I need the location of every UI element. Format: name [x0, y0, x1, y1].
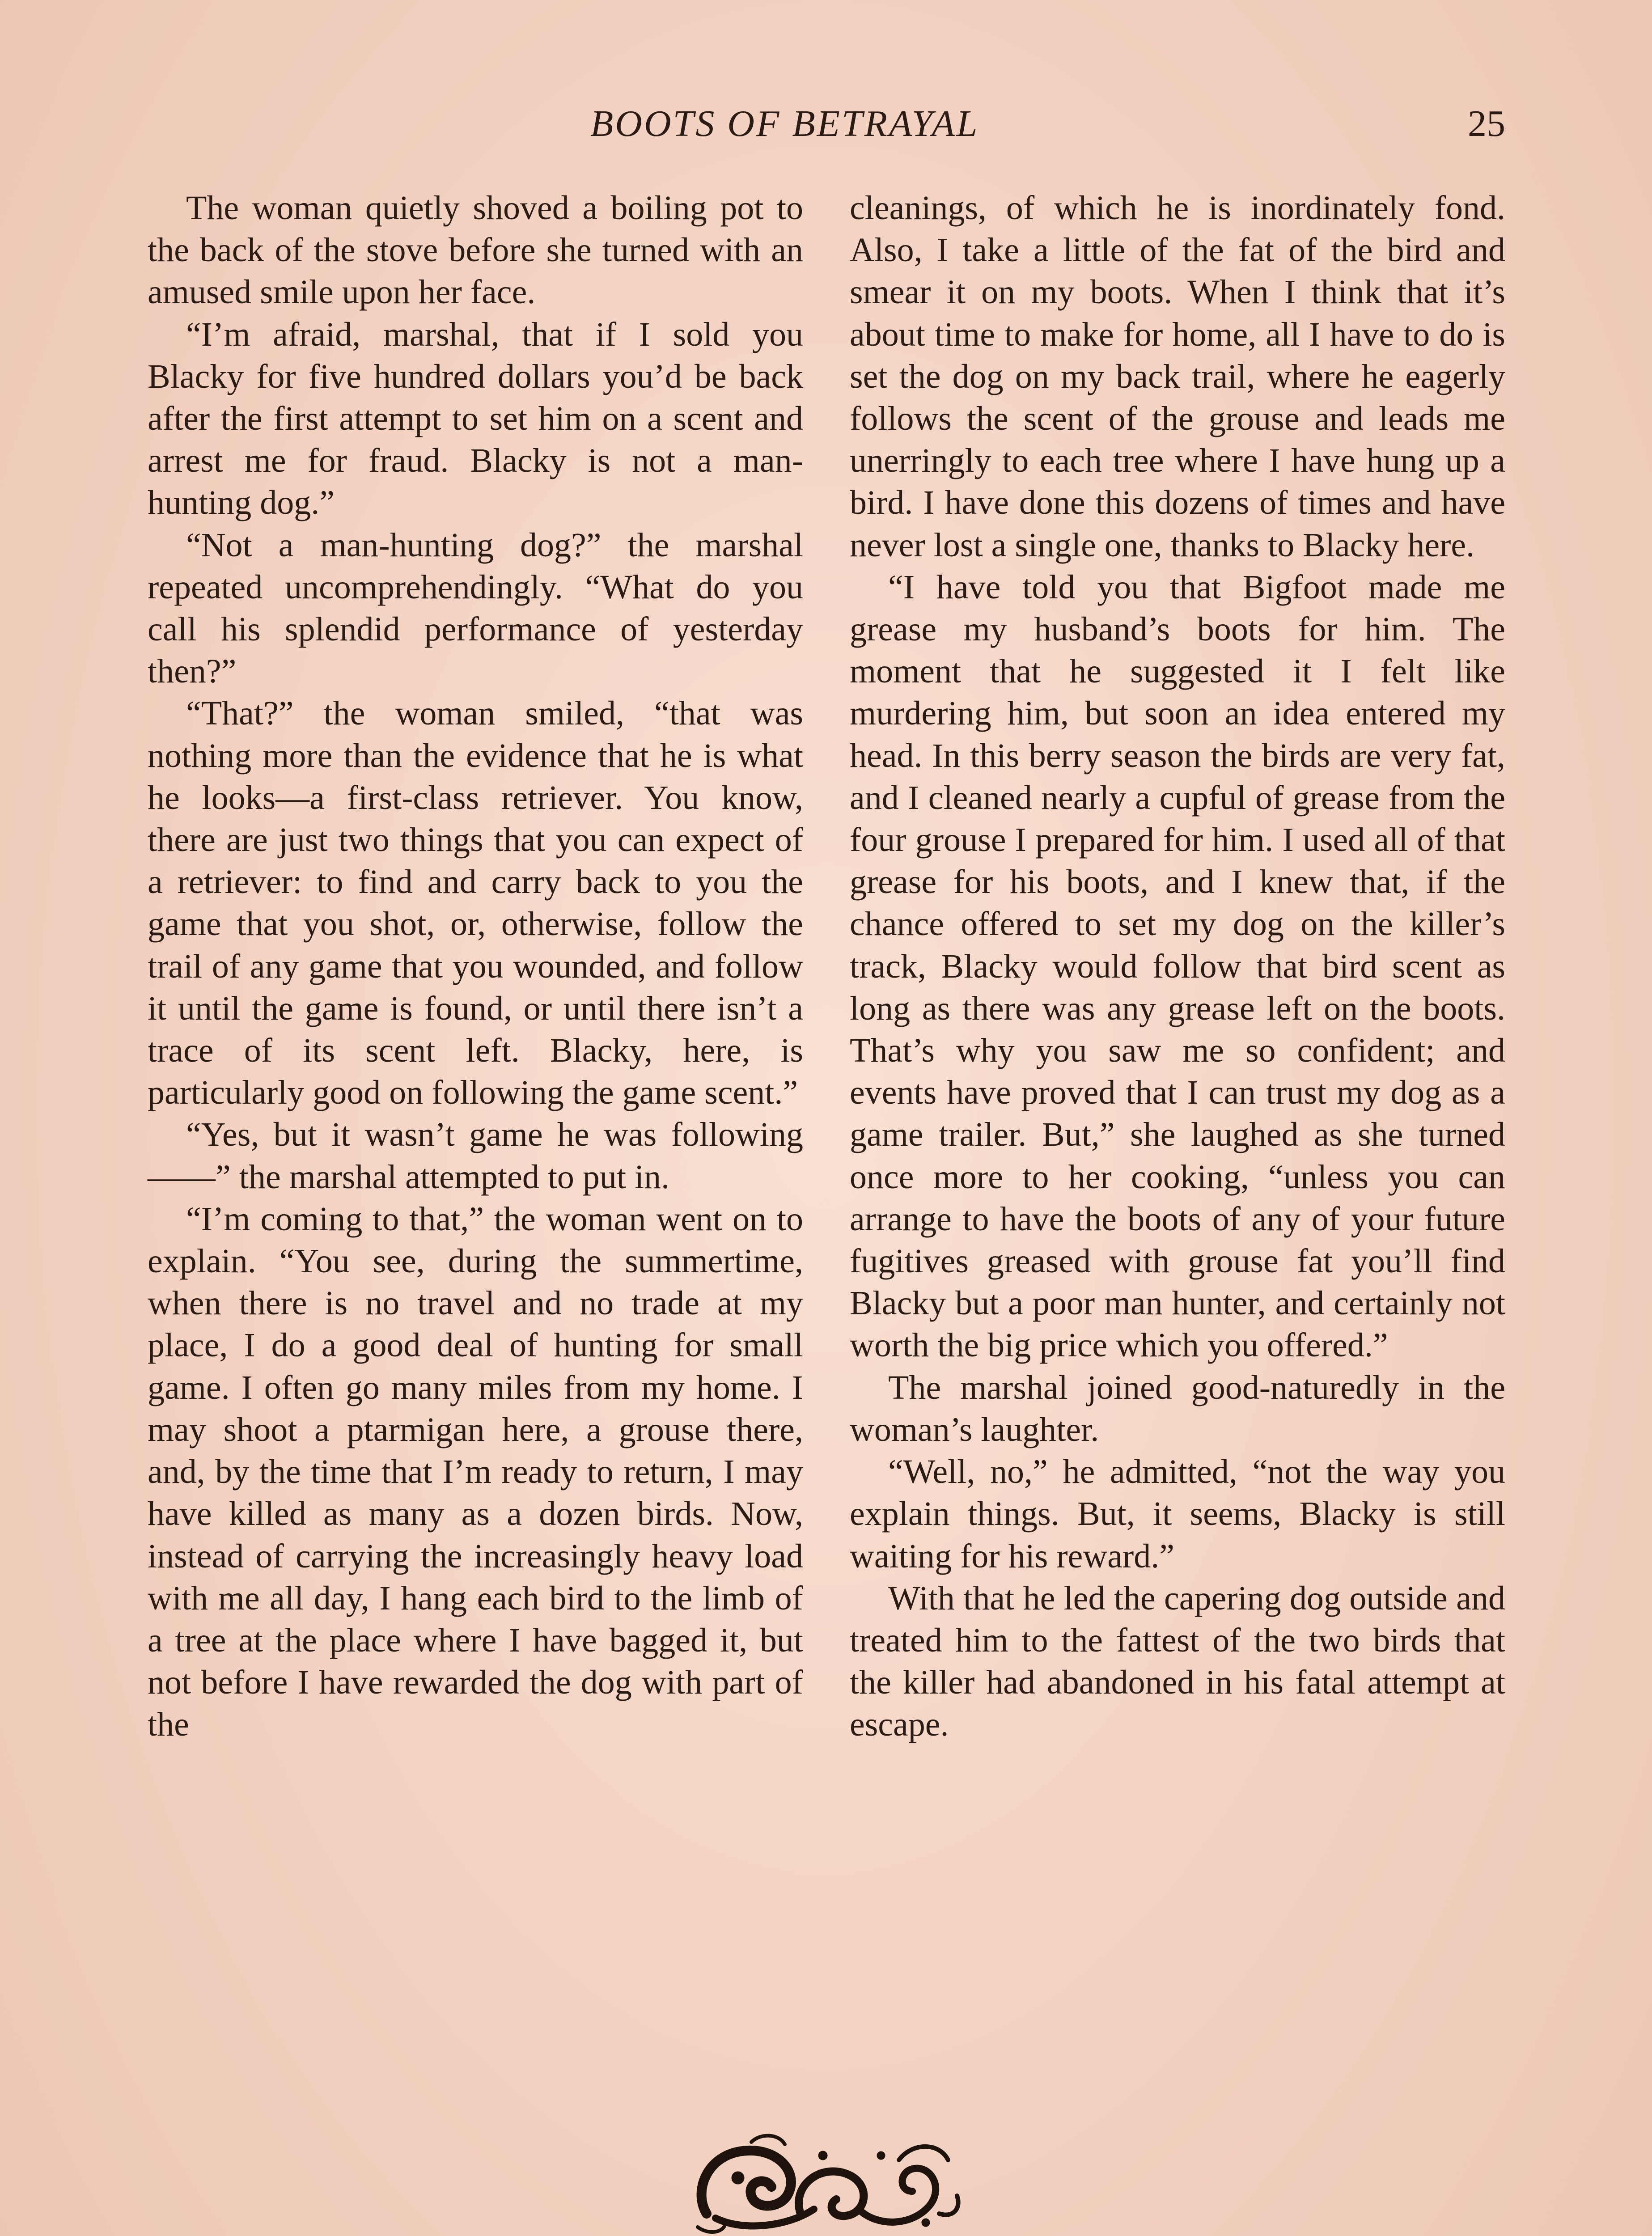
- scroll-flourish-ornament-icon: [689, 2124, 966, 2236]
- paragraph: The woman quietly shoved a boiling pot to the back of the stove before she turned with an amused smile upon her face.: [148, 189, 803, 311]
- paragraph: “Well, no,” he admitted, “not the way you explain things. But, it seems, Blacky is still waiting for his reward.”: [850, 1453, 1505, 1575]
- page-number: 25: [1468, 103, 1505, 144]
- paragraph: “I’m afraid, marshal, that if I sold you Blacky for five hundred dollars you’d be back after the first attempt to set him on a scent and arrest me for fraud. Blacky is not a man-hunting dog.”: [148, 315, 803, 522]
- running-title: BOOTS OF BETRAYAL: [590, 103, 979, 144]
- paragraph: “That?” the woman smiled, “that was nothing more than the evidence that he is what he looks—a first-class retriever. You know, there are just two things that you can expect of a retriever: to find and carry back to you the game that you shot, or, otherwise, follow the trail of any game that you wounded, and follow it until the game is found, or until there isn’t a trace of its scent left. Blacky, here, is particularly good on following the game scent.”: [148, 695, 803, 1112]
- paragraph: “Not a man-hunting dog?” the marshal repeated uncomprehendingly. “What do you call his splendid performance of yesterday then?”: [148, 526, 803, 690]
- left-column: [148, 187, 803, 1746]
- paragraph: The marshal joined good-naturedly in the woman’s laughter.: [850, 1368, 1505, 1448]
- paragraph-continuation: cleanings, of which he is inordinately fond. Also, I take a little of the fat of the bird and smear it on my boots. When I think that it’s about time to make for home, all I have to do is set the dog on my back trail, where he eagerly follows the scent of the grouse and leads me unerringly to each tree where I have hung up a bird. I have done this dozens of times and have never lost a single one, thanks to Blacky here.: [850, 189, 1505, 564]
- paragraph: “I have told you that Bigfoot made me grease my husband’s boots for him. The moment that he suggested it I felt like murdering him, but soon an idea entered my head. In this berry season the birds are very fat, and I cleaned nearly a cupful of grease from the four grouse I prepared for him. I used all of that grease for his boots, and I knew that, if the chance offered to set my dog on the killer’s track, Blacky would follow that bird scent as long as there was any grease left on the boots. That’s why you saw me so confident; and events have proved that I can trust my dog as a game trailer. But,” she laughed as she turned once more to her cooking, “unless you can arrange to have the boots of any of your future fugitives greased with grouse fat you’ll find Blacky but a poor man hunter, and certainly not worth the big price which you offered.”: [850, 568, 1505, 1364]
- paragraph: “Yes, but it wasn’t game he was following——” the marshal attempted to put in.: [148, 1116, 803, 1196]
- paragraph: With that he led the capering dog outside and treated him to the fattest of the two birds that the killer had abandoned in his fatal attempt at escape.: [850, 1579, 1505, 1744]
- paragraph: “I’m coming to that,” the woman went on to explain. “You see, during the summertime, when there is no travel and no trade at my place, I do a good deal of hunting for small game. I often go many miles from my home. I may shoot a ptarmigan here, a grouse there, and, by the time that I’m ready to return, I may have killed as many as a dozen birds. Now, instead of carrying the increasingly heavy load with me all day, I hang each bird to the limb of a tree at the place where I have bagged it, but not before I have rewarded the dog with part of the: [148, 1200, 803, 1744]
- right-column: [850, 187, 1505, 1746]
